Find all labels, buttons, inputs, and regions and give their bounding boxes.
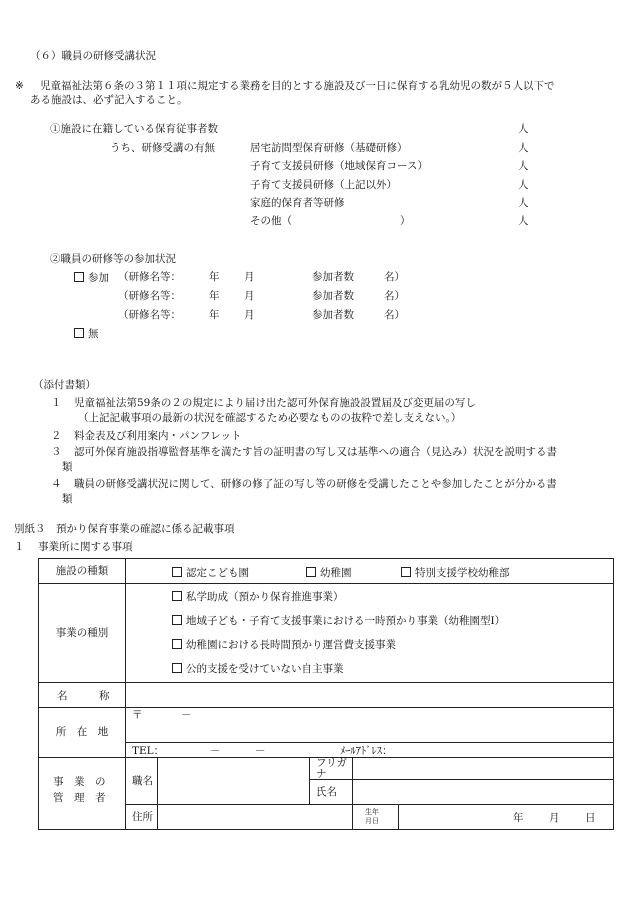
birth-year-label: 年 bbox=[513, 812, 524, 824]
attachment-line: 職員の研修受講状況に関して、研修の修了証の写し等の研修を受講したことや参加したことが分かる書 bbox=[74, 478, 557, 490]
training-item: 子育て支援員研修（地域保育コース） bbox=[250, 160, 428, 172]
address-label: 所 在 地 bbox=[39, 708, 126, 758]
year-label: 年 bbox=[209, 309, 220, 321]
full-name-label: 氏名 bbox=[310, 780, 353, 805]
attachment-line: （上記記載事項の最新の状況を確認するため必要なものの抜粋で差し支えない。） bbox=[78, 412, 462, 424]
furigana-label: フリガナ bbox=[310, 758, 353, 780]
training-item: 居宅訪問型保育研修（基礎研修） bbox=[250, 142, 408, 154]
training-unit: 人 bbox=[518, 142, 529, 154]
person-count-label: 名） bbox=[384, 290, 405, 302]
none-checkbox[interactable] bbox=[74, 328, 84, 338]
checkbox-icon bbox=[306, 567, 316, 577]
attachment-line: 児童福祉法第59条の２の規定により届け出た認可外保育施設設置届及び変更届の写し bbox=[74, 397, 476, 409]
attachment-line: 認可外保育施設指導監督基準を満たす旨の証明書の写し又は基準への適合（見込み）状況を説明する書 bbox=[74, 446, 557, 458]
facility-type-cell bbox=[126, 559, 614, 584]
year-label: 年 bbox=[209, 290, 220, 302]
facility-option[interactable]: 認定こども園 bbox=[172, 567, 249, 579]
training-other-close: ） bbox=[400, 215, 411, 227]
residence-label: 住所 bbox=[126, 805, 158, 830]
person-count-label: 名） bbox=[384, 309, 405, 321]
tel-dash: － bbox=[210, 745, 221, 757]
annex3-sub-title: 事業所に関する事項 bbox=[38, 541, 133, 553]
month-label: 月 bbox=[244, 290, 255, 302]
furigana-field[interactable] bbox=[353, 758, 614, 780]
job-title-field[interactable] bbox=[158, 758, 310, 805]
month-label: 月 bbox=[244, 271, 255, 283]
section6-heading: （６）職員の研修受講状況 bbox=[30, 50, 156, 62]
q1-label: ①施設に在籍している保育従事者数 bbox=[50, 123, 218, 135]
attend-label: 参加 bbox=[88, 272, 109, 284]
training-item: 子育て支援員研修（上記以外） bbox=[250, 179, 397, 191]
birth-month-label: 月 bbox=[549, 812, 560, 824]
training-item-other: その他（ bbox=[250, 215, 292, 227]
attachments-heading: （添付書類） bbox=[33, 379, 96, 391]
residence-field[interactable] bbox=[158, 805, 353, 830]
tel-dash: － bbox=[255, 745, 266, 757]
attachment-line: 料金表及び利用案内・パンフレット bbox=[74, 430, 242, 442]
attend-row bbox=[74, 272, 109, 284]
attachment-line: 類 bbox=[62, 493, 73, 505]
person-count-label: 名） bbox=[384, 271, 405, 283]
q1-sub-label: うち、研修受講の有無 bbox=[110, 142, 215, 154]
attachment-num: ３ bbox=[51, 446, 62, 458]
attachment-line: 類 bbox=[62, 461, 73, 473]
tel-label: TEL： bbox=[132, 745, 165, 757]
note-mark: ※ bbox=[15, 80, 24, 92]
contact-field[interactable] bbox=[126, 743, 614, 758]
birth-day-label: 日 bbox=[585, 812, 596, 824]
training-unit: 人 bbox=[518, 197, 529, 209]
business-option[interactable]: 地域子ども・子育て支援事業における一時預かり事業（幼稚園型Ⅰ） bbox=[172, 615, 505, 627]
none-label: 無 bbox=[88, 328, 99, 340]
annex3-sub-num: １ bbox=[14, 541, 25, 553]
facility-option[interactable]: 幼稚園 bbox=[306, 567, 352, 579]
postal-mark: 〒 bbox=[132, 709, 143, 721]
training-unit: 人 bbox=[518, 215, 529, 227]
facility-option[interactable]: 特別支援学校幼稚部 bbox=[401, 567, 510, 579]
q1-unit: 人 bbox=[518, 123, 529, 135]
checkbox-icon bbox=[172, 663, 182, 673]
none-row bbox=[74, 328, 99, 340]
full-name-field[interactable] bbox=[353, 780, 614, 805]
facility-form-table bbox=[38, 558, 614, 830]
training-unit: 人 bbox=[518, 179, 529, 191]
business-type-cell bbox=[126, 584, 614, 683]
business-type-label: 事業の種別 bbox=[39, 584, 126, 683]
address-field[interactable] bbox=[126, 708, 614, 743]
checkbox-icon bbox=[172, 567, 182, 577]
checkbox-icon bbox=[401, 567, 411, 577]
manager-label: 事 業 の 管 理 者 bbox=[39, 758, 126, 830]
checkbox-icon bbox=[172, 615, 182, 625]
business-option[interactable]: 私学助成（預かり保育推進事業） bbox=[172, 591, 344, 603]
training-unit: 人 bbox=[518, 160, 529, 172]
email-label: ﾒｰﾙｱﾄﾞﾚｽ： bbox=[340, 745, 393, 757]
checkbox-icon bbox=[172, 591, 182, 601]
name-field[interactable] bbox=[126, 683, 614, 708]
note-line-1: 児童福祉法第６条の３第１１項に規定する業務を目的とする施設及び一日に保育する乳幼児の数が５人以下で bbox=[40, 80, 555, 92]
training-name-label: （研修名等： bbox=[118, 271, 181, 283]
training-name-label: （研修名等： bbox=[118, 309, 181, 321]
participants-label: 参加者数 bbox=[312, 290, 354, 302]
name-label: 名 称 bbox=[39, 683, 126, 708]
annex3-title: 別紙３ 預かり保育事業の確認に係る記載事項 bbox=[14, 523, 235, 535]
business-option[interactable]: 公的支援を受けていない自主事業 bbox=[172, 663, 344, 675]
year-label: 年 bbox=[209, 271, 220, 283]
attachment-num: ２ bbox=[51, 430, 62, 442]
month-label: 月 bbox=[244, 309, 255, 321]
participants-label: 参加者数 bbox=[312, 309, 354, 321]
job-title-label: 職名 bbox=[126, 758, 158, 805]
birth-date-label: 生年 月日 bbox=[353, 805, 399, 830]
postal-dash: － bbox=[181, 709, 192, 721]
attachment-num: ４ bbox=[51, 478, 62, 490]
note-line-2: ある施設は、必ず記入すること。 bbox=[30, 94, 188, 106]
business-option[interactable]: 幼稚園における長時間預かり運営費支援事業 bbox=[172, 639, 396, 651]
facility-type-label: 施設の種類 bbox=[39, 559, 126, 584]
training-name-label: （研修名等： bbox=[118, 290, 181, 302]
attend-checkbox[interactable] bbox=[74, 272, 84, 282]
checkbox-icon bbox=[172, 639, 182, 649]
attachment-num: １ bbox=[51, 397, 62, 409]
q2-label: ②職員の研修等の参加状況 bbox=[50, 253, 176, 265]
birth-date-field[interactable] bbox=[399, 805, 614, 830]
training-item: 家庭的保育者等研修 bbox=[250, 197, 345, 209]
participants-label: 参加者数 bbox=[312, 271, 354, 283]
